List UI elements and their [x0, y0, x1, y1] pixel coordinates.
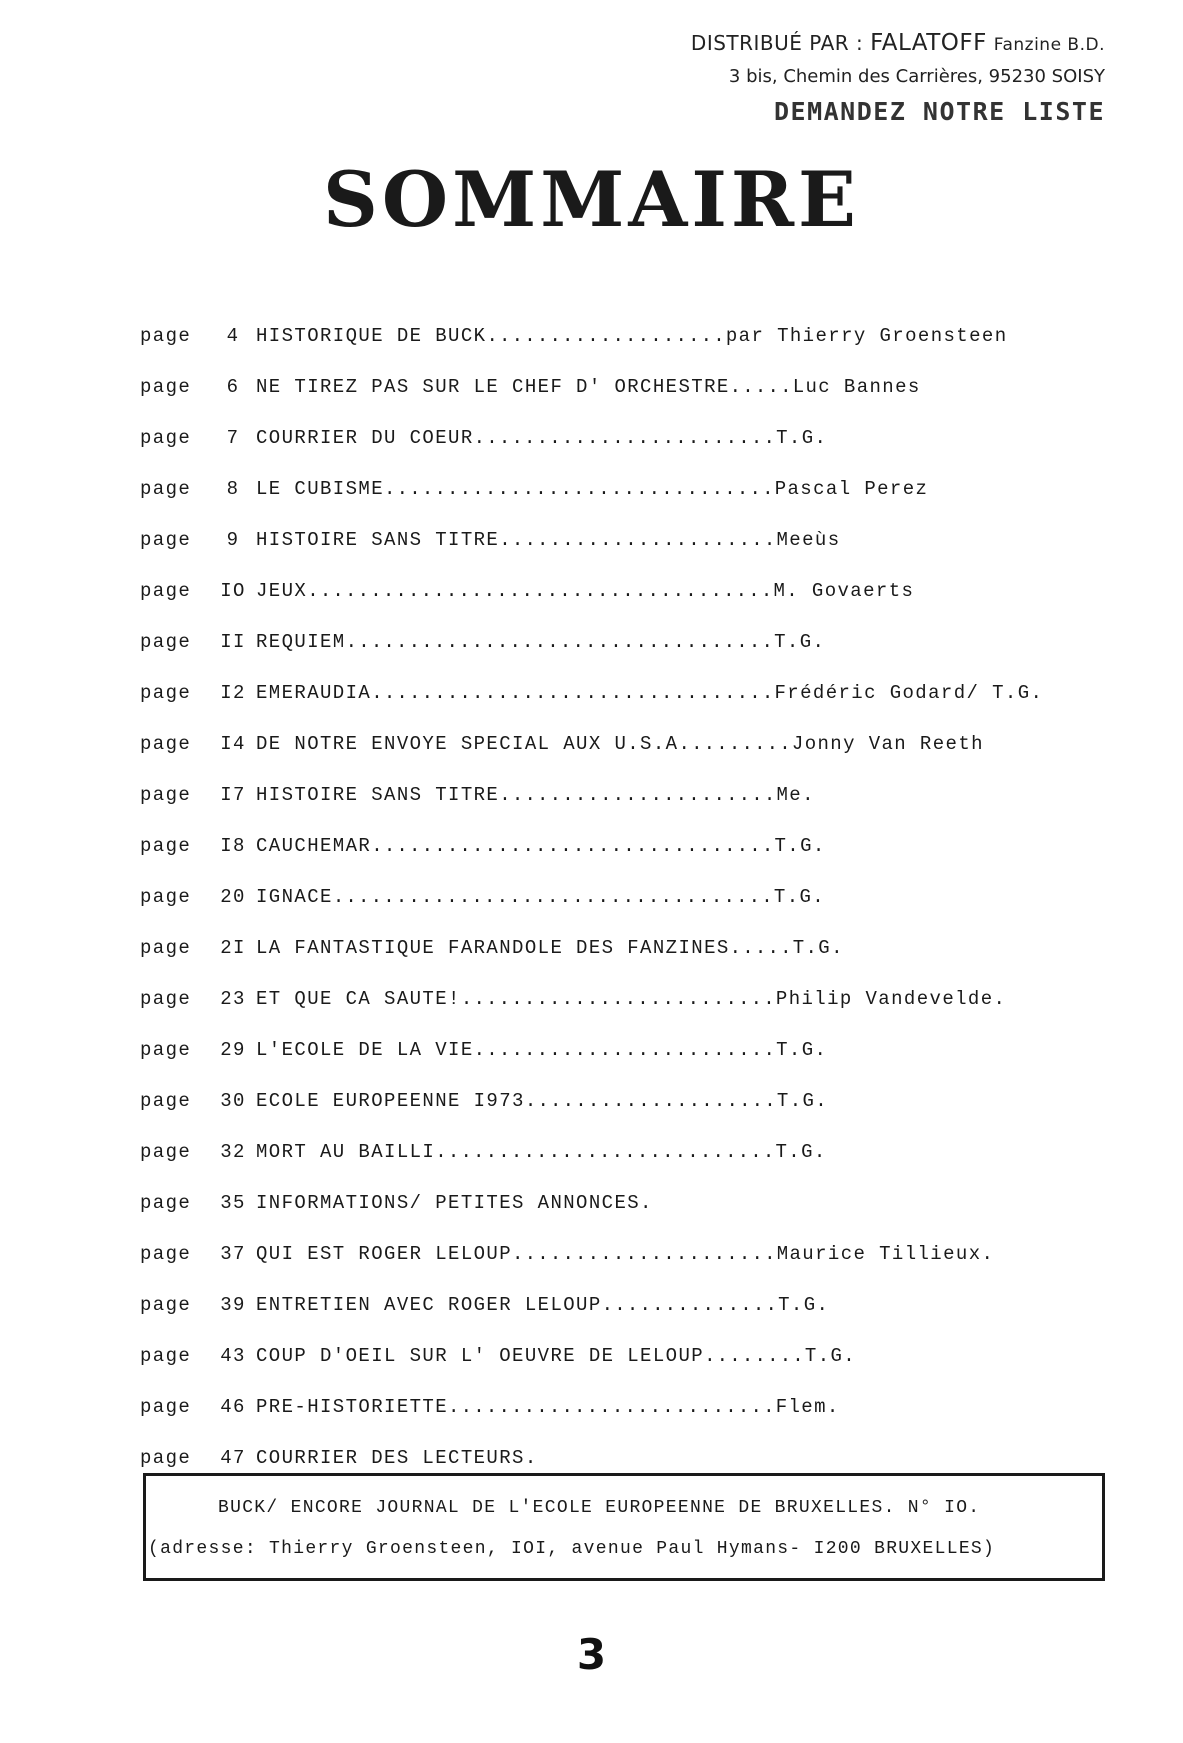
toc-leader-dots: ................... — [486, 325, 726, 347]
toc-page-word: page — [140, 1294, 192, 1316]
toc-leader-dots: ........................ — [473, 1039, 777, 1061]
toc-entry-author: Meeùs — [776, 529, 841, 551]
toc-entry-author: T.G. — [774, 835, 826, 857]
stamp-request-list: DEMANDEZ NOTRE LISTE — [773, 97, 1105, 126]
toc-page-word: page — [140, 784, 192, 806]
toc-entry-author: T.G. — [804, 1345, 857, 1367]
toc-page-number: 8 — [226, 478, 240, 500]
toc-leader-dots: ..................................... — [307, 580, 774, 602]
toc-page-number: 9 — [226, 529, 240, 551]
toc-page-number: 2I — [220, 937, 246, 959]
toc-entry-title: EMERAUDIA — [256, 682, 372, 704]
toc-leader-dots: ........................ — [473, 427, 777, 449]
toc-page-word: page — [140, 886, 192, 908]
toc-page-number: IO — [220, 580, 246, 602]
distributor-stamp — [675, 26, 1105, 130]
toc-entry-title: REQUIEM — [256, 631, 346, 653]
toc-entry-author: T.G. — [774, 631, 826, 653]
page-number: 3 — [576, 1630, 607, 1679]
toc-leader-dots: ........ — [704, 1345, 805, 1367]
toc-page-number: 47 — [220, 1447, 246, 1469]
toc-page-word: page — [140, 682, 192, 704]
toc-entry-title: INFORMATIONS/ PETITES ANNONCES. — [256, 1192, 653, 1214]
toc-page-word: page — [140, 1345, 192, 1367]
toc-entry — [140, 675, 1130, 726]
stamp-prefix: DISTRIBUÉ PAR : — [690, 31, 864, 55]
toc-page-word: page — [140, 1396, 192, 1418]
toc-page-number: 7 — [226, 427, 240, 449]
toc-page-word: page — [140, 1447, 192, 1469]
toc-leader-dots: ......................... — [460, 988, 776, 1010]
toc-page-word: page — [140, 580, 192, 602]
toc-page-number: 46 — [220, 1396, 246, 1418]
toc-leader-dots: ............................... — [384, 478, 775, 500]
toc-page-number: 43 — [220, 1345, 246, 1367]
toc-entry-author: par Thierry Groensteen — [725, 325, 1008, 347]
toc-entry-title: PRE-HISTORIETTE — [256, 1396, 449, 1418]
toc-entry — [140, 1083, 1130, 1134]
stamp-fanzine-label: Fanzine B.D. — [993, 35, 1105, 55]
toc-page-number: I2 — [220, 682, 246, 704]
toc-page-number: I4 — [220, 733, 246, 755]
toc-entry — [140, 369, 1130, 420]
publication-info-box — [143, 1473, 1105, 1581]
toc-entry — [140, 420, 1130, 471]
toc-page-word: page — [140, 1243, 192, 1265]
toc-entry-title: COURRIER DES LECTEURS. — [256, 1447, 538, 1469]
toc-leader-dots: ........................... — [435, 1141, 776, 1163]
toc-page-number: 29 — [220, 1039, 246, 1061]
toc-leader-dots: ...................... — [499, 529, 777, 551]
toc-entry — [140, 1236, 1130, 1287]
toc-entry-author: Me. — [776, 784, 815, 806]
toc-entry-title: NE TIREZ PAS SUR LE CHEF D' ORCHESTRE — [256, 376, 730, 398]
toc-entry — [140, 318, 1130, 369]
toc-page-word: page — [140, 376, 192, 398]
toc-page-number: 37 — [220, 1243, 246, 1265]
toc-page-word: page — [140, 631, 192, 653]
toc-entry-author: T.G. — [776, 427, 828, 449]
publication-address-line: (adresse: Thierry Groensteen, IOI, avenue Paul Hymans- I200 BRUXELLES) — [148, 1539, 996, 1559]
page-title: SOMMAIRE — [323, 155, 860, 244]
toc-entry-title: LE CUBISME — [256, 478, 385, 500]
toc-leader-dots: ..... — [729, 937, 793, 959]
toc-entry-author: Jonny Van Reeth — [791, 733, 984, 755]
toc-entry-title: ET QUE CA SAUTE! — [256, 988, 461, 1010]
toc-page-word: page — [140, 1039, 192, 1061]
toc-entry-title: L'ECOLE DE LA VIE — [256, 1039, 474, 1061]
toc-page-number: 30 — [220, 1090, 246, 1112]
toc-entry-author: Maurice Tillieux. — [776, 1243, 995, 1265]
toc-leader-dots: .............. — [601, 1294, 779, 1316]
toc-entry-title: ENTRETIEN AVEC ROGER LELOUP — [256, 1294, 602, 1316]
toc-entry — [140, 1185, 1130, 1236]
toc-entry — [140, 471, 1130, 522]
toc-page-word: page — [140, 1090, 192, 1112]
toc-entry-title: ECOLE EUROPEENNE I973 — [256, 1090, 525, 1112]
toc-entry — [140, 828, 1130, 879]
toc-entry — [140, 1389, 1130, 1440]
toc-page-number: 35 — [220, 1192, 246, 1214]
toc-entry — [140, 1134, 1130, 1185]
stamp-line-distributor — [675, 26, 1105, 60]
toc-entry-title: MORT AU BAILLI — [256, 1141, 436, 1163]
toc-page-number: 32 — [220, 1141, 246, 1163]
toc-entry-author: T.G. — [792, 937, 844, 959]
toc-entry-author: M. Govaerts — [773, 580, 915, 602]
toc-page-word: page — [140, 427, 192, 449]
toc-page-word: page — [140, 478, 192, 500]
toc-entry-title: HISTORIQUE DE BUCK — [256, 325, 487, 347]
toc-entry — [140, 726, 1130, 777]
toc-leader-dots: .................................. — [345, 631, 775, 653]
toc-entry-author: T.G. — [776, 1039, 828, 1061]
toc-entry — [140, 879, 1130, 930]
toc-entry — [140, 777, 1130, 828]
toc-leader-dots: ......... — [678, 733, 792, 755]
toc-page-number: I7 — [220, 784, 246, 806]
toc-entry — [140, 930, 1130, 981]
toc-page-number: 20 — [220, 886, 246, 908]
toc-entry — [140, 522, 1130, 573]
toc-entry-title: JEUX — [256, 580, 308, 602]
toc-entry — [140, 573, 1130, 624]
stamp-address: 3 bis, Chemin des Carrières, 95230 SOISY — [728, 66, 1105, 87]
toc-entry-title: COURRIER DU COEUR — [256, 427, 474, 449]
toc-leader-dots: ..... — [729, 376, 793, 398]
toc-leader-dots: ..................... — [512, 1243, 777, 1265]
toc-entry-title: HISTOIRE SANS TITRE — [256, 784, 500, 806]
toc-page-number: 6 — [226, 376, 240, 398]
toc-entry-title: LA FANTASTIQUE FARANDOLE DES FANZINES — [256, 937, 730, 959]
toc-page-word: page — [140, 1141, 192, 1163]
toc-entry-title: HISTOIRE SANS TITRE — [256, 529, 500, 551]
toc-entry-author: Frédéric Godard/ T.G. — [774, 682, 1044, 704]
toc-page-word: page — [140, 529, 192, 551]
toc-entry — [140, 981, 1130, 1032]
toc-entry-author: T.G. — [775, 1141, 827, 1163]
toc-page-number: 39 — [220, 1294, 246, 1316]
toc-leader-dots: ................................ — [371, 682, 775, 704]
toc-entry-author: Pascal Perez — [774, 478, 929, 500]
toc-page-number: I8 — [220, 835, 246, 857]
toc-entry — [140, 1287, 1130, 1338]
toc-page-word: page — [140, 937, 192, 959]
toc-page-word: page — [140, 988, 192, 1010]
toc-entry-title: CAUCHEMAR — [256, 835, 372, 857]
toc-entry-title: COUP D'OEIL SUR L' OEUVRE DE LELOUP — [256, 1345, 705, 1367]
toc-entry — [140, 624, 1130, 675]
toc-entry-author: Flem. — [775, 1396, 840, 1418]
toc-entry-author: T.G. — [773, 886, 826, 908]
toc-entry — [140, 1032, 1130, 1083]
toc-entry-title: IGNACE — [256, 886, 333, 908]
stamp-distributor-name: FALATOFF — [870, 30, 987, 56]
toc-leader-dots: .......................... — [448, 1396, 776, 1418]
toc-entry-author: T.G. — [776, 1090, 829, 1112]
toc-entry-author: Philip Vandevelde. — [775, 988, 1007, 1010]
publication-title-line: BUCK/ ENCORE JOURNAL DE L'ECOLE EUROPEENNE DE BRUXELLES. N° IO. — [218, 1498, 981, 1518]
toc-entry-author: T.G. — [778, 1294, 830, 1316]
toc-page-number: II — [220, 631, 246, 653]
toc-page-number: 4 — [226, 325, 240, 347]
table-of-contents — [140, 318, 1130, 1491]
toc-entry-title: DE NOTRE ENVOYE SPECIAL AUX U.S.A — [256, 733, 679, 755]
toc-page-word: page — [140, 835, 192, 857]
toc-entry-title: QUI EST ROGER LELOUP — [256, 1243, 513, 1265]
toc-leader-dots: ................................ — [371, 835, 775, 857]
toc-entry — [140, 1338, 1130, 1389]
toc-leader-dots: ................................... — [332, 886, 774, 908]
toc-page-word: page — [140, 325, 192, 347]
toc-page-word: page — [140, 1192, 192, 1214]
toc-entry-author: Luc Bannes — [792, 376, 921, 398]
toc-page-word: page — [140, 733, 192, 755]
toc-page-number: 23 — [220, 988, 246, 1010]
toc-leader-dots: .................... — [524, 1090, 777, 1112]
toc-leader-dots: ...................... — [499, 784, 777, 806]
